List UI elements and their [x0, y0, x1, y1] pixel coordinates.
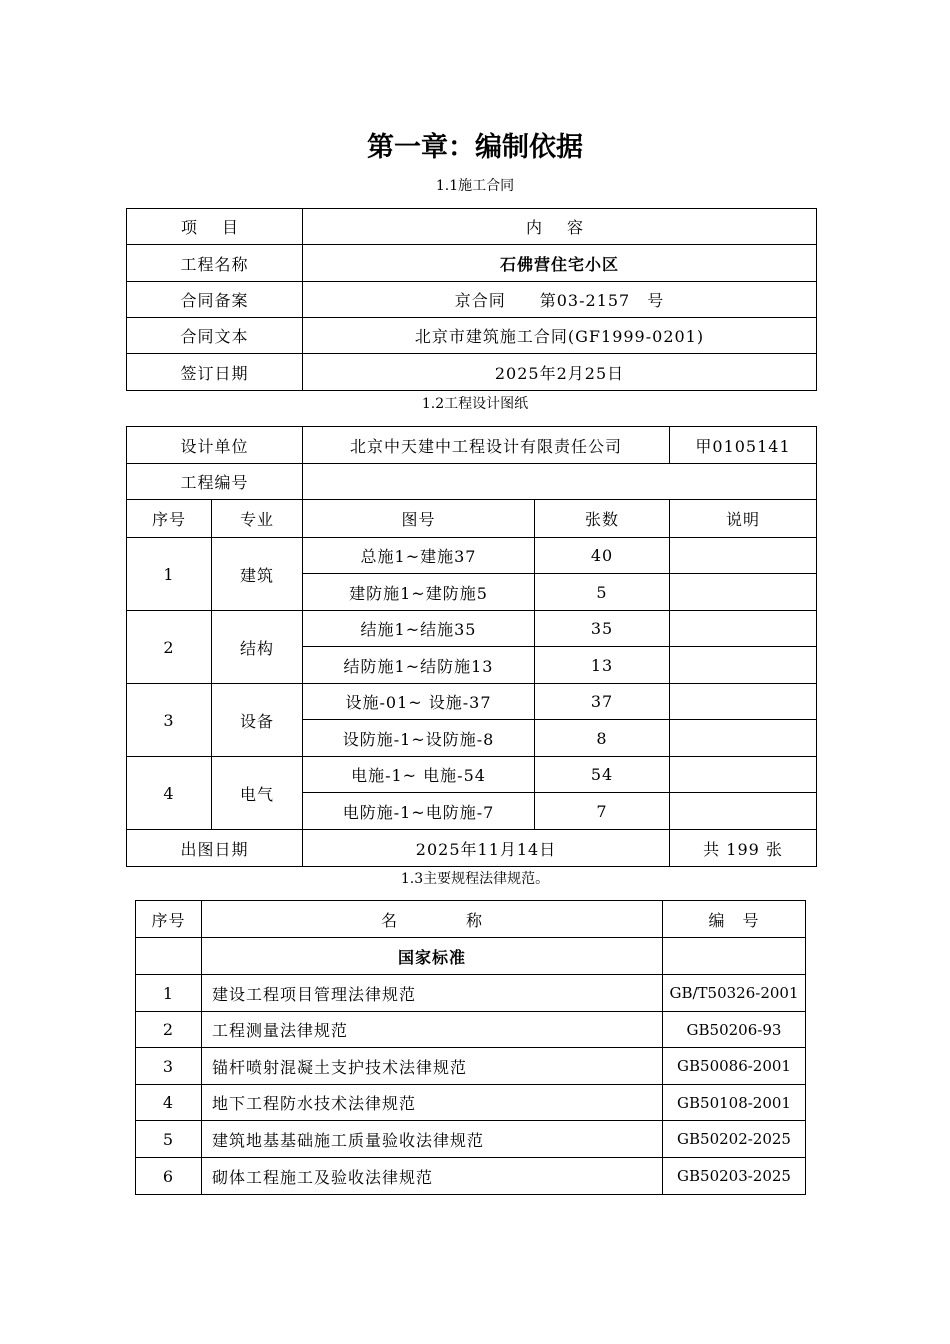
category-no: [136, 938, 202, 975]
standard-code: GB50086-2001: [663, 1048, 806, 1085]
note: [670, 720, 817, 757]
row-label: 合同备案: [127, 282, 303, 318]
col-header-note: 说明: [670, 500, 817, 538]
project-no-label: 工程编号: [127, 464, 303, 500]
col-header-drawing: 图号: [303, 500, 535, 538]
group-major: 设备: [212, 684, 303, 757]
row-label: 合同文本: [127, 318, 303, 354]
standard-code: GB50206-93: [663, 1012, 806, 1048]
table-row: [127, 611, 817, 647]
note: [670, 684, 817, 720]
standard-code: GB50108-2001: [663, 1085, 806, 1121]
drawing-no: 建防施1~建防施5: [303, 574, 535, 611]
col-header-name: 名 称: [202, 901, 663, 938]
table-row: [136, 1048, 806, 1085]
standard-name: 建筑地基基础施工质量验收法律规范: [202, 1121, 663, 1158]
col-header-major: 专业: [212, 500, 303, 538]
table-header-row: [127, 209, 817, 245]
sheet-count: 35: [535, 611, 670, 647]
contract-table: [126, 208, 817, 391]
row-label: 工程名称: [127, 245, 303, 282]
drawing-no: 设施-01~ 设施-37: [303, 684, 535, 720]
group-no: 3: [127, 684, 212, 757]
sheet-count: 37: [535, 684, 670, 720]
row-value: 北京市建筑施工合同(GF1999-0201): [303, 318, 817, 354]
standards-table: [135, 900, 806, 1195]
table-row: [136, 1085, 806, 1121]
row-no: 5: [136, 1121, 202, 1158]
section-1-1-heading: 1.1施工合同: [435, 178, 515, 194]
table-row: [127, 757, 817, 793]
col-header-no: 序号: [127, 500, 212, 538]
standard-code: GB50202-2025: [663, 1121, 806, 1158]
table-row: [127, 830, 817, 867]
note: [670, 793, 817, 830]
project-name-value: 石佛营住宅小区: [303, 245, 817, 282]
design-unit-label: 设计单位: [127, 427, 303, 464]
row-no: 1: [136, 975, 202, 1012]
group-no: 2: [127, 611, 212, 684]
drawing-no: 总施1~建施37: [303, 538, 535, 574]
table-row: [136, 1158, 806, 1195]
standard-code: GB/T50326-2001: [663, 975, 806, 1012]
row-no: 4: [136, 1085, 202, 1121]
col-header-code: 编 号: [663, 901, 806, 938]
category-code: [663, 938, 806, 975]
chapter-title: 第一章：编制依据: [367, 132, 583, 163]
group-no: 1: [127, 538, 212, 611]
row-no: 2: [136, 1012, 202, 1048]
note: [670, 757, 817, 793]
row-no: 3: [136, 1048, 202, 1085]
group-major: 电气: [212, 757, 303, 830]
sheet-count: 40: [535, 538, 670, 574]
drawing-no: 结防施1~结防施13: [303, 647, 535, 684]
standard-name: 建设工程项目管理法律规范: [202, 975, 663, 1012]
section-1-3-heading: 1.3主要规程法律规范。: [400, 871, 550, 887]
drawing-no: 电施-1~ 电施-54: [303, 757, 535, 793]
table-header-row: [136, 901, 806, 938]
col-header-no: 序号: [136, 901, 202, 938]
table-row: [127, 318, 817, 354]
table-row: [127, 427, 817, 464]
col-header-item: 项 目: [127, 209, 303, 245]
drawings-table: [126, 426, 817, 867]
category-label: 国家标准: [202, 938, 663, 975]
sheet-count: 13: [535, 647, 670, 684]
sheet-count: 54: [535, 757, 670, 793]
standard-code: GB50203-2025: [663, 1158, 806, 1195]
standard-name: 砌体工程施工及验收法律规范: [202, 1158, 663, 1195]
col-header-content: 内 容: [303, 209, 817, 245]
table-row: [136, 975, 806, 1012]
drawing-no: 电防施-1~电防施-7: [303, 793, 535, 830]
drawing-no: 结施1~结施35: [303, 611, 535, 647]
standard-name: 地下工程防水技术法律规范: [202, 1085, 663, 1121]
table-row: [136, 1121, 806, 1158]
note: [670, 538, 817, 574]
note: [670, 647, 817, 684]
group-no: 4: [127, 757, 212, 830]
table-row: [127, 538, 817, 574]
group-major: 建筑: [212, 538, 303, 611]
table-row: [127, 684, 817, 720]
drawing-no: 设防施-1~设防施-8: [303, 720, 535, 757]
project-no-value: [303, 464, 817, 500]
sheet-count: 5: [535, 574, 670, 611]
table-row: [127, 282, 817, 318]
table-row: [127, 245, 817, 282]
design-unit-value: 北京中天建中工程设计有限责任公司: [303, 427, 670, 464]
sheet-count: 8: [535, 720, 670, 757]
row-no: 6: [136, 1158, 202, 1195]
issue-date-value: 2025年11月14日: [303, 830, 670, 867]
note: [670, 611, 817, 647]
group-major: 结构: [212, 611, 303, 684]
standard-name: 锚杆喷射混凝土支护技术法律规范: [202, 1048, 663, 1085]
note: [670, 574, 817, 611]
section-1-2-heading: 1.2工程设计图纸: [421, 396, 529, 412]
issue-date-label: 出图日期: [127, 830, 303, 867]
table-row: [127, 464, 817, 500]
table-row: [127, 354, 817, 391]
category-row: [136, 938, 806, 975]
design-unit-code: 甲0105141: [670, 427, 817, 464]
row-label: 签订日期: [127, 354, 303, 391]
total-sheets: 共 199 张: [670, 830, 817, 867]
standard-name: 工程测量法律规范: [202, 1012, 663, 1048]
row-value: 2025年2月25日: [303, 354, 817, 391]
row-value: 京合同 第03-2157 号: [303, 282, 817, 318]
table-header-row: [127, 500, 817, 538]
col-header-sheets: 张数: [535, 500, 670, 538]
sheet-count: 7: [535, 793, 670, 830]
table-row: [136, 1012, 806, 1048]
